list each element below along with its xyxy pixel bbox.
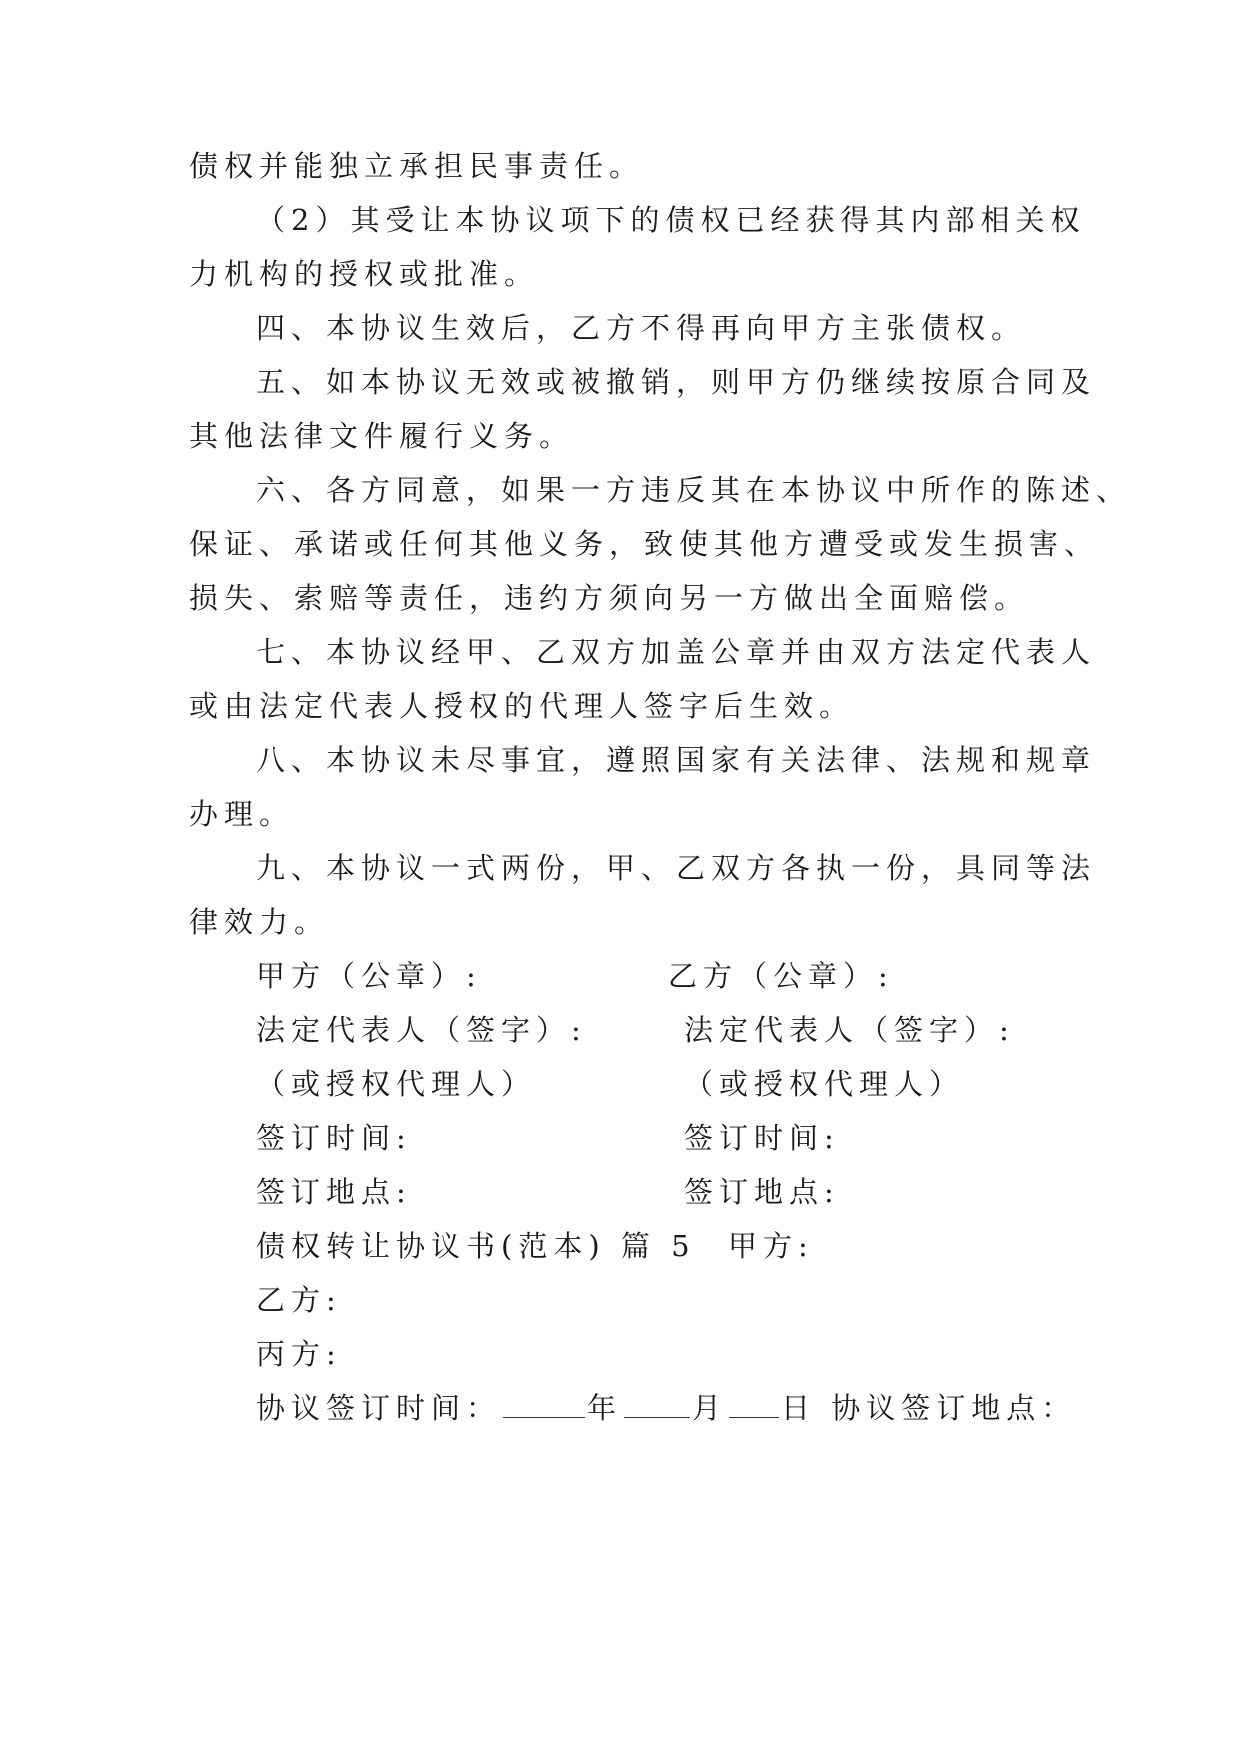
party-a-seal-label: 甲方（公章）: — [256, 959, 482, 993]
paragraph-line: 六、各方同意，如果一方违反其在本协议中所作的陈述、 — [256, 473, 1132, 507]
paragraph-line: 损失、索赔等责任，违约方须向另一方做出全面赔偿。 — [189, 581, 1030, 615]
paragraph-line: 办理。 — [189, 797, 295, 831]
party-a-time-label: 签订时间: — [256, 1121, 412, 1155]
paragraph-line: 七、本协议经甲、乙双方加盖公章并由双方法定代表人 — [256, 635, 1097, 669]
party-a-place-label: 签订地点: — [256, 1175, 412, 1209]
paragraph-line: 四、本协议生效后，乙方不得再向甲方主张债权。 — [256, 311, 1027, 345]
sign-place-label: 协议签订地点： — [831, 1391, 1077, 1425]
month-label: 月 — [692, 1391, 728, 1425]
party-b-rep-label: 法定代表人（签字）: — [684, 1013, 1015, 1047]
sign-date-line — [256, 1390, 1076, 1426]
sign-time-label: 协议签订时间： — [256, 1391, 502, 1425]
year-label: 年 — [587, 1391, 623, 1425]
paragraph-line: 五、如本协议无效或被撤销，则甲方仍继续按原合同及 — [256, 365, 1097, 399]
paragraph-line: 债权并能独立承担民事责任。 — [189, 149, 645, 183]
paragraph-line: 八、本协议未尽事宜，遵照国家有关法律、法规和规章 — [256, 743, 1097, 777]
paragraph-line: 保证、承诺或任何其他义务，致使其他方遭受或发生损害、 — [189, 527, 1100, 561]
paragraph-line: 其他法律文件履行义务。 — [189, 419, 575, 453]
paragraph-line: 力机构的授权或批准。 — [189, 257, 540, 291]
next-doc-party-a: 甲方: — [728, 1229, 814, 1263]
party-a-agent-label: （或授权代理人） — [256, 1067, 537, 1101]
party-b-time-label: 签订时间: — [684, 1121, 840, 1155]
paragraph-line: 律效力。 — [189, 905, 330, 939]
next-doc-party-b: 乙方: — [256, 1283, 342, 1317]
party-a-rep-label: 法定代表人（签字）: — [256, 1013, 587, 1047]
paragraph-line: （2）其受让本协议项下的债权已经获得其内部相关权 — [256, 203, 1086, 237]
party-b-place-label: 签订地点: — [684, 1175, 840, 1209]
day-blank — [729, 1391, 779, 1418]
paragraph-line: 或由法定代表人授权的代理人签字后生效。 — [189, 689, 855, 723]
party-b-agent-label: （或授权代理人） — [684, 1067, 965, 1101]
paragraph-line: 九、本协议一式两份，甲、乙双方各执一份，具同等法 — [256, 851, 1097, 885]
next-doc-party-c: 丙方: — [256, 1337, 342, 1371]
day-label: 日 — [781, 1391, 817, 1425]
next-doc-title: 债权转让协议书(范本) 篇 5 — [256, 1229, 696, 1263]
year-blank — [503, 1391, 585, 1418]
party-b-seal-label: 乙方（公章）: — [668, 959, 894, 993]
month-blank — [624, 1391, 690, 1418]
